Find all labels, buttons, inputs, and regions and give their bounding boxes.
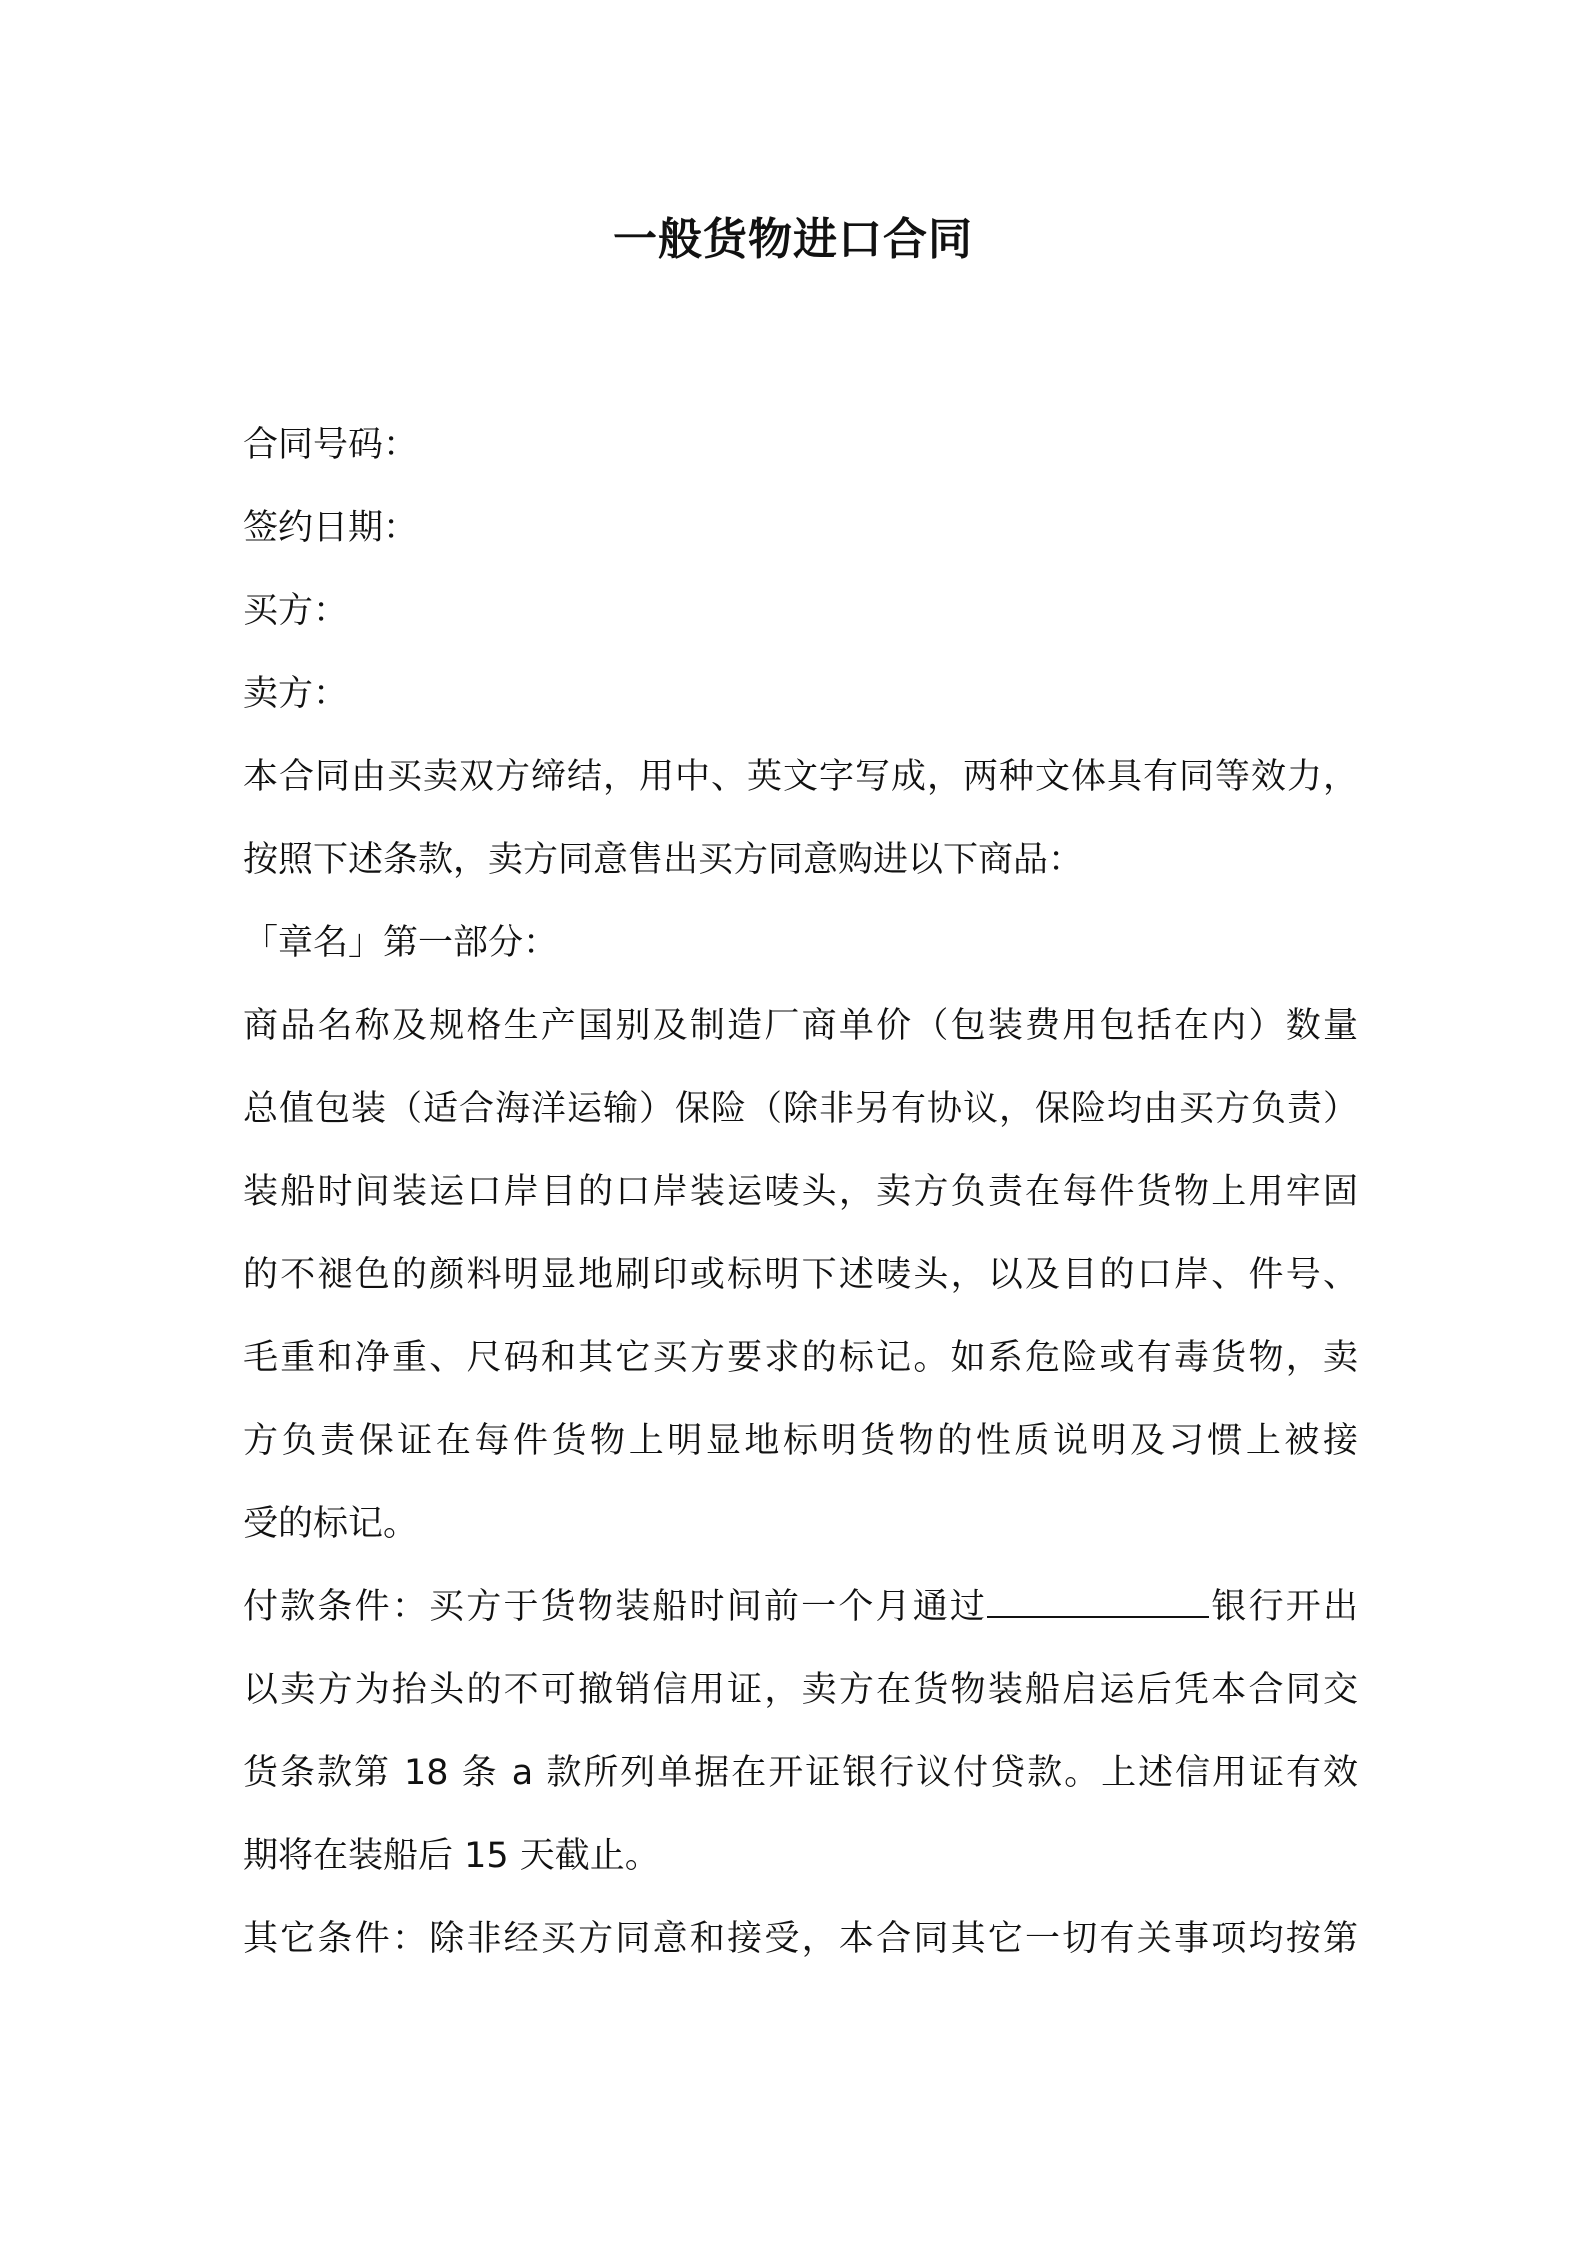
goods-clause-line-6: 方负责保证在每件货物上明显地标明货物的性质说明及习惯上被接: [243, 1421, 1358, 1461]
intro-line-1: 本合同由买卖双方缔结，用中、英文字写成，两种文体具有同等效力，: [243, 757, 1358, 797]
signing-date-field: 签约日期：: [243, 508, 419, 548]
chapter-heading: 「章名」第一部分：: [243, 923, 559, 963]
payment-text-before-blank: 付款条件：买方于货物装船时间前一个月通过: [243, 1587, 988, 1627]
goods-clause-line-5: 毛重和净重、尺码和其它买方要求的标记。如系危险或有毒货物，卖: [243, 1338, 1358, 1378]
other-terms-line: 其它条件：除非经买方同意和接受，本合同其它一切有关事项均按第: [243, 1919, 1358, 1959]
payment-clause-line-4: 期将在装船后 15 天截止。: [243, 1836, 660, 1876]
goods-clause-line-1: 商品名称及规格生产国别及制造厂商单价（包装费用包括在内）数量: [243, 1006, 1358, 1046]
bank-name-blank: [987, 1584, 1209, 1618]
buyer-field: 买方：: [243, 591, 349, 631]
goods-clause-line-4: 的不褪色的颜料明显地刷印或标明下述唛头，以及目的口岸、件号、: [243, 1255, 1358, 1295]
goods-clause-line-2: 总值包装（适合海洋运输）保险（除非另有协议，保险均由买方负责）: [243, 1089, 1358, 1129]
contract-number-field: 合同号码：: [243, 425, 419, 465]
payment-text-after-blank: 银行开出: [1209, 1587, 1358, 1627]
intro-line-2: 按照下述条款，卖方同意售出买方同意购进以下商品：: [243, 840, 1084, 880]
document-body: [243, 404, 1358, 1981]
goods-clause-line-7: 受的标记。: [243, 1504, 419, 1544]
document-title: 一般货物进口合同: [613, 214, 973, 265]
payment-clause-line-3: 货条款第 18 条 a 款所列单据在开证银行议付贷款。上述信用证有效: [243, 1753, 1358, 1793]
payment-clause-line-2: 以卖方为抬头的不可撤销信用证，卖方在货物装船启运后凭本合同交: [243, 1670, 1358, 1710]
seller-field: 卖方：: [243, 674, 349, 714]
payment-clause-line-1: [243, 1566, 1358, 1649]
goods-clause-line-3: 装船时间装运口岸目的口岸装运唛头，卖方负责在每件货物上用牢固: [243, 1172, 1358, 1212]
